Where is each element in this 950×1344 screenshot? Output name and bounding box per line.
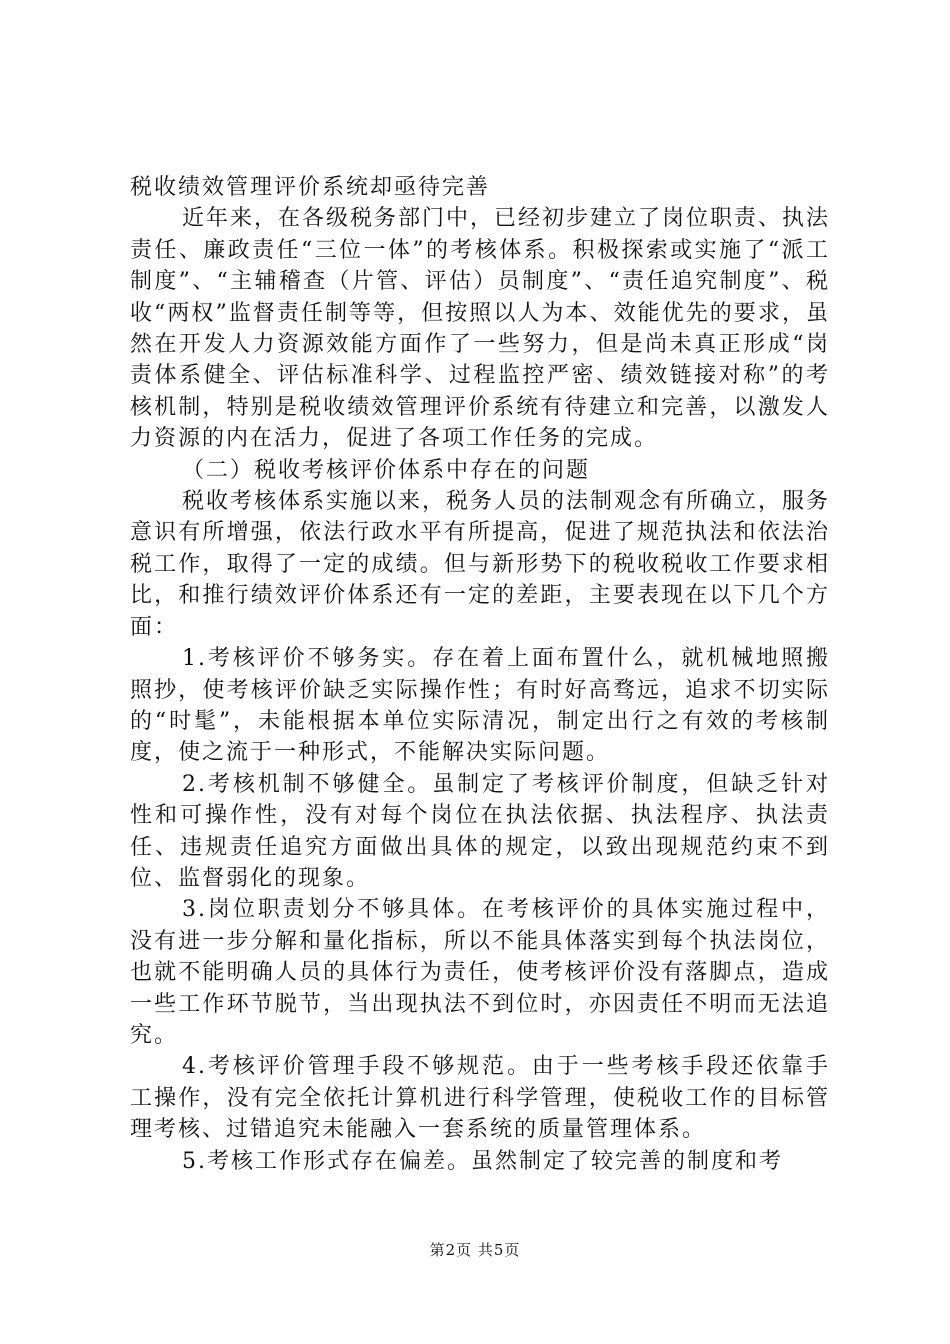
paragraph-problems-intro: 税收考核体系实施以来，税务人员的法制观念有所确立，服务意识有所增强，依法行政水平有所提高，促进了规范执法和依法治税工作，取得了一定的成绩。但与新形势下的税收税收工作要求相比，和推行绩效评价体系还有一定的差距，主要表现在以下几个方面：: [130, 489, 831, 640]
list-item-1: 1.考核评价不够务实。存在着上面布置什么，就机械地照搬照抄，使考核评价缺乏实际操作性；有时好高骛远，追求不切实际的“时髦”，未能根据本单位实际清况，制定出行之有效的考核制度，使之流于一种形式，不能解决实际问题。: [130, 646, 830, 766]
document-body: [130, 172, 830, 1177]
list-item-2: 2.考核机制不够健全。虽制定了考核评价制度，但缺乏针对性和可操作性，没有对每个岗位在执法依据、执法程序、执法责任、违规责任追究方面做出具体的规定，以致出现规范约束不到位、监督弱化的现象。: [130, 771, 830, 891]
section-heading: （二）税收考核评价体系中存在的问题: [182, 457, 591, 483]
section-heading-continued: 税收绩效管理评价系统却亟待完善: [130, 175, 491, 200]
list-item-3: 3.岗位职责划分不够具体。在考核评价的具体实施过程中，没有进一步分解和量化指标，所以不能具体落实到每个执法岗位，也就不能明确人员的具体行为责任，使考核评价没有落脚点，造成一些工作环节脱节，当出现执法不到位时，亦因责任不明而无法追究。: [130, 897, 830, 1048]
page-footer: 第2页 共5页: [429, 1241, 521, 1259]
list-item-4: 4.考核评价管理手段不够规范。由于一些考核手段还依靠手工操作，没有完全依托计算机进行科学管理，使税收工作的目标管理考核、过错追究未能融入一套系统的质量管理体系。: [130, 1054, 830, 1143]
paragraph-overview: 近年来，在各级税务部门中，已经初步建立了岗位职责、执法责任、廉政责任“三位一体”的考核体系。积极探索或实施了“派工制度”、“主辅稽查（片管、评估）员制度”、“责任追究制度”、税收“两权”监督责任制等等，但按照以人为本、效能优先的要求，虽然在开发人力资源效能方面作了一些努力，但是尚未真正形成“岗责体系健全、评估标准科学、过程监控严密、绩效链接对称”的考核机制，特别是税收绩效管理评价系统有待建立和完善，以激发人力资源的内在活力，促进了各项工作任务的完成。: [130, 206, 831, 452]
list-item-5: 5.考核工作形式存在偏差。虽然制定了较完善的制度和考: [182, 1148, 783, 1174]
